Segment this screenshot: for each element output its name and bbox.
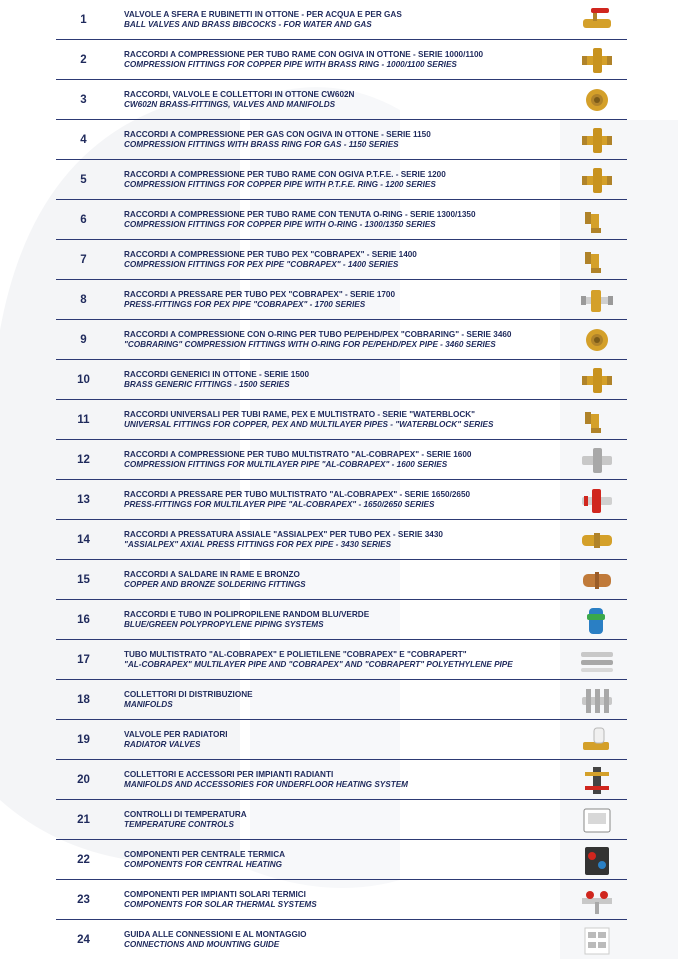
- section-title-it: COMPONENTI PER CENTRALE TERMICA: [124, 849, 286, 859]
- section-titles: [111, 90, 577, 110]
- section-title-en: COMPONENTS FOR CENTRAL HEATING: [124, 859, 282, 869]
- section-number: 8: [80, 293, 87, 306]
- section-titles: [111, 50, 577, 70]
- section-title-it: VALVOLE A SFERA E RUBINETTI IN OTTONE - PER ACQUA E PER GAS: [124, 9, 402, 19]
- section-titles: [111, 210, 577, 230]
- section-titles: [111, 450, 577, 470]
- section-title-en: "ASSIALPEX" AXIAL PRESS FITTINGS FOR PEX PIPE - 3430 SERIES: [124, 539, 392, 549]
- section-title-it: COLLETTORI DI DISTRIBUZIONE: [124, 689, 253, 699]
- section-title-en: PRESS-FITTINGS FOR MULTILAYER PIPE "AL-COBRAPEX" - 1650/2650 SERIES: [124, 499, 435, 509]
- section-title-it: RACCORDI UNIVERSALI PER TUBI RAME, PEX E MULTISTRATO - SERIE "WATERBLOCK": [124, 409, 476, 419]
- section-title-en: COMPRESSION FITTINGS FOR COPPER PIPE WITH O-RING - 1300/1350 SERIES: [124, 219, 436, 229]
- section-title-en: MANIFOLDS AND ACCESSORIES FOR UNDERFLOOR HEATING SYSTEM: [124, 779, 408, 789]
- section-title-en: TEMPERATURE CONTROLS: [124, 819, 234, 829]
- section-titles: [111, 810, 577, 830]
- section-title-en: "AL-COBRAPEX" MULTILAYER PIPE AND "COBRAPEX" AND "COBRAPERT" POLYETHYLENE PIPE: [124, 659, 513, 669]
- section-number: 15: [77, 573, 90, 586]
- catalog-row[interactable]: [56, 240, 627, 280]
- section-number: 5: [80, 173, 87, 186]
- section-title-en: CW602N BRASS-FITTINGS, VALVES AND MANIFOLDS: [124, 99, 336, 109]
- section-title-en: MANIFOLDS: [124, 699, 173, 709]
- section-titles: [111, 850, 577, 870]
- section-title-it: RACCORDI A SALDARE IN RAME E BRONZO: [124, 569, 300, 579]
- section-titles: [111, 890, 577, 910]
- section-number: 22: [77, 853, 90, 866]
- section-number: 11: [77, 413, 90, 426]
- catalog-row[interactable]: [56, 840, 627, 880]
- brass-fitting-icon: [577, 322, 617, 358]
- section-number: 18: [77, 693, 90, 706]
- section-titles: [111, 250, 577, 270]
- catalog-row[interactable]: [56, 200, 627, 240]
- catalog-row[interactable]: [56, 280, 627, 320]
- section-title-en: COMPRESSION FITTINGS FOR MULTILAYER PIPE "AL-COBRAPEX" - 1600 SERIES: [124, 459, 448, 469]
- heating-station-icon: [577, 842, 617, 878]
- catalog-row[interactable]: [56, 440, 627, 480]
- section-number: 19: [77, 733, 90, 746]
- section-titles: [111, 130, 577, 150]
- section-number: 4: [80, 133, 87, 146]
- section-title-en: COMPRESSION FITTINGS WITH BRASS RING FOR GAS - 1150 SERIES: [124, 139, 399, 149]
- solar-valve-icon: [577, 882, 617, 918]
- section-number: 24: [77, 934, 90, 946]
- brass-coupling-icon: [577, 522, 617, 558]
- section-number: 3: [80, 93, 87, 106]
- catalog-row[interactable]: [56, 360, 627, 400]
- section-number: 9: [80, 333, 87, 346]
- pp-pipe-icon: [577, 602, 617, 638]
- section-titles: [111, 650, 577, 670]
- catalog-row[interactable]: [56, 40, 627, 80]
- ball-valve-icon: [577, 2, 617, 38]
- radiator-valve-icon: [577, 722, 617, 758]
- brass-elbow-icon: [577, 242, 617, 278]
- section-title-it: RACCORDI E TUBO IN POLIPROPILENE RANDOM BLU/VERDE: [124, 609, 370, 619]
- section-titles: [111, 730, 577, 750]
- catalog-row[interactable]: [56, 400, 627, 440]
- catalog-row[interactable]: [56, 920, 627, 959]
- catalog-row[interactable]: [56, 880, 627, 920]
- catalog-row[interactable]: [56, 160, 627, 200]
- section-title-it: RACCORDI GENERICI IN OTTONE - SERIE 1500: [124, 369, 310, 379]
- section-title-it: RACCORDI A COMPRESSIONE PER TUBO RAME CON TENUTA O-RING - SERIE 1300/1350: [124, 209, 476, 219]
- section-number: 2: [80, 53, 87, 66]
- multilayer-pipe-icon: [577, 642, 617, 678]
- catalog-row[interactable]: [56, 800, 627, 840]
- brass-tee-icon: [577, 362, 617, 398]
- section-title-it: VALVOLE PER RADIATORI: [124, 729, 228, 739]
- section-number: 21: [77, 813, 90, 826]
- section-title-it: RACCORDI A COMPRESSIONE CON O-RING PER TUBO PE/PEHD/PEX "COBRARING" - SERIE 3460: [124, 329, 512, 339]
- section-title-it: COMPONENTI PER IMPIANTI SOLARI TERMICI: [124, 889, 306, 899]
- section-title-en: PRESS-FITTINGS FOR PEX PIPE "COBRAPEX" - 1700 SERIES: [124, 299, 366, 309]
- brass-elbow-icon: [577, 202, 617, 238]
- section-title-en: CONNECTIONS AND MOUNTING GUIDE: [124, 940, 280, 949]
- section-title-it: COLLETTORI E ACCESSORI PER IMPIANTI RADIANTI: [124, 769, 334, 779]
- brass-elbow-icon: [577, 402, 617, 438]
- section-title-en: COPPER AND BRONZE SOLDERING FITTINGS: [124, 579, 306, 589]
- section-titles: [111, 170, 577, 190]
- section-titles: [111, 330, 577, 350]
- section-title-it: TUBO MULTISTRATO "AL-COBRAPEX" E POLIETILENE "COBRAPEX" E "COBRAPERT": [124, 649, 467, 659]
- catalog-row[interactable]: [56, 600, 627, 640]
- section-title-it: RACCORDI A COMPRESSIONE PER GAS CON OGIVA IN OTTONE - SERIE 1150: [124, 129, 431, 139]
- section-number: 23: [77, 893, 90, 906]
- section-title-en: BALL VALVES AND BRASS BIBCOCKS - FOR WATER AND GAS: [124, 19, 372, 29]
- section-number: 20: [77, 773, 90, 786]
- section-number: 10: [77, 373, 90, 386]
- section-title-en: UNIVERSAL FITTINGS FOR COPPER, PEX AND MULTILAYER PIPES - "WATERBLOCK" SERIES: [124, 419, 494, 429]
- chrome-tee-icon: [577, 442, 617, 478]
- section-titles: [111, 770, 577, 790]
- section-titles: [111, 10, 577, 30]
- section-number: 7: [80, 253, 87, 266]
- section-number: 17: [77, 653, 90, 666]
- brass-tee-icon: [577, 162, 617, 198]
- section-title-it: GUIDA ALLE CONNESSIONI E AL MONTAGGIO: [124, 930, 307, 939]
- section-number: 12: [77, 453, 90, 466]
- section-number: 1: [80, 13, 87, 26]
- section-title-it: RACCORDI A COMPRESSIONE PER TUBO RAME CON OGIVA P.T.F.E. - SERIE 1200: [124, 169, 446, 179]
- section-title-en: COMPONENTS FOR SOLAR THERMAL SYSTEMS: [124, 899, 317, 909]
- mounting-guide-icon: [577, 922, 617, 958]
- section-title-en: COMPRESSION FITTINGS FOR COPPER PIPE WITH P.T.F.E. RING - 1200 SERIES: [124, 179, 436, 189]
- section-title-en: "COBRARING" COMPRESSION FITTINGS WITH O-RING FOR PE/PEHD/PEX PIPE - 3460 SERIES: [124, 339, 496, 349]
- catalog-row[interactable]: [56, 520, 627, 560]
- section-title-it: RACCORDI A COMPRESSIONE PER TUBO PEX "COBRAPEX" - SERIE 1400: [124, 249, 417, 259]
- catalog-row[interactable]: [56, 720, 627, 760]
- copper-coupling-icon: [577, 562, 617, 598]
- catalog-row[interactable]: [56, 560, 627, 600]
- section-titles: [111, 530, 577, 550]
- section-titles: [111, 410, 577, 430]
- section-titles: [111, 290, 577, 310]
- section-title-it: RACCORDI A COMPRESSIONE PER TUBO RAME CON OGIVA IN OTTONE - SERIE 1000/1100: [124, 49, 484, 59]
- catalog-row[interactable]: [56, 480, 627, 520]
- brass-tee-icon: [577, 42, 617, 78]
- section-title-it: RACCORDI A PRESSATURA ASSIALE "ASSIALPEX" PER TUBO PEX - SERIE 3430: [124, 529, 443, 539]
- section-title-it: CONTROLLI DI TEMPERATURA: [124, 809, 247, 819]
- section-number: 6: [80, 213, 87, 226]
- brass-tee-icon: [577, 122, 617, 158]
- section-titles: [111, 690, 577, 710]
- section-titles: [111, 610, 577, 630]
- section-titles: [111, 570, 577, 590]
- section-title-en: COMPRESSION FITTINGS FOR COPPER PIPE WITH BRASS RING - 1000/1100 SERIES: [124, 59, 457, 69]
- section-title-en: BLUE/GREEN POLYPROPYLENE PIPING SYSTEMS: [124, 619, 324, 629]
- manifold-icon: [577, 682, 617, 718]
- brass-fitting-icon: [577, 82, 617, 118]
- section-title-en: RADIATOR VALVES: [124, 739, 201, 749]
- section-number: 13: [77, 493, 90, 506]
- section-title-it: RACCORDI A PRESSARE PER TUBO MULTISTRATO "AL-COBRAPEX" - SERIE 1650/2650: [124, 489, 471, 499]
- section-title-it: RACCORDI, VALVOLE E COLLETTORI IN OTTONE CW602N: [124, 89, 355, 99]
- section-titles: [111, 490, 577, 510]
- section-titles: [111, 930, 577, 950]
- red-press-fitting-icon: [577, 482, 617, 518]
- section-title-en: BRASS GENERIC FITTINGS - 1500 SERIES: [124, 379, 290, 389]
- catalog-row[interactable]: [56, 80, 627, 120]
- section-number: 14: [77, 533, 90, 546]
- thermostat-icon: [577, 802, 617, 838]
- press-fitting-icon: [577, 282, 617, 318]
- section-titles: [111, 370, 577, 390]
- section-number: 16: [77, 613, 90, 626]
- section-title-it: RACCORDI A COMPRESSIONE PER TUBO MULTISTRATO "AL-COBRAPEX" - SERIE 1600: [124, 449, 472, 459]
- section-title-it: RACCORDI A PRESSARE PER TUBO PEX "COBRAPEX" - SERIE 1700: [124, 289, 396, 299]
- catalog-table-of-contents: [56, 0, 627, 959]
- catalog-row[interactable]: [56, 120, 627, 160]
- catalog-row[interactable]: [56, 640, 627, 680]
- section-title-en: COMPRESSION FITTINGS FOR PEX PIPE "COBRAPEX" - 1400 SERIES: [124, 259, 399, 269]
- catalog-row[interactable]: [56, 760, 627, 800]
- catalog-row[interactable]: [56, 0, 627, 40]
- underfloor-manifold-icon: [577, 762, 617, 798]
- catalog-row[interactable]: [56, 680, 627, 720]
- catalog-row[interactable]: [56, 320, 627, 360]
